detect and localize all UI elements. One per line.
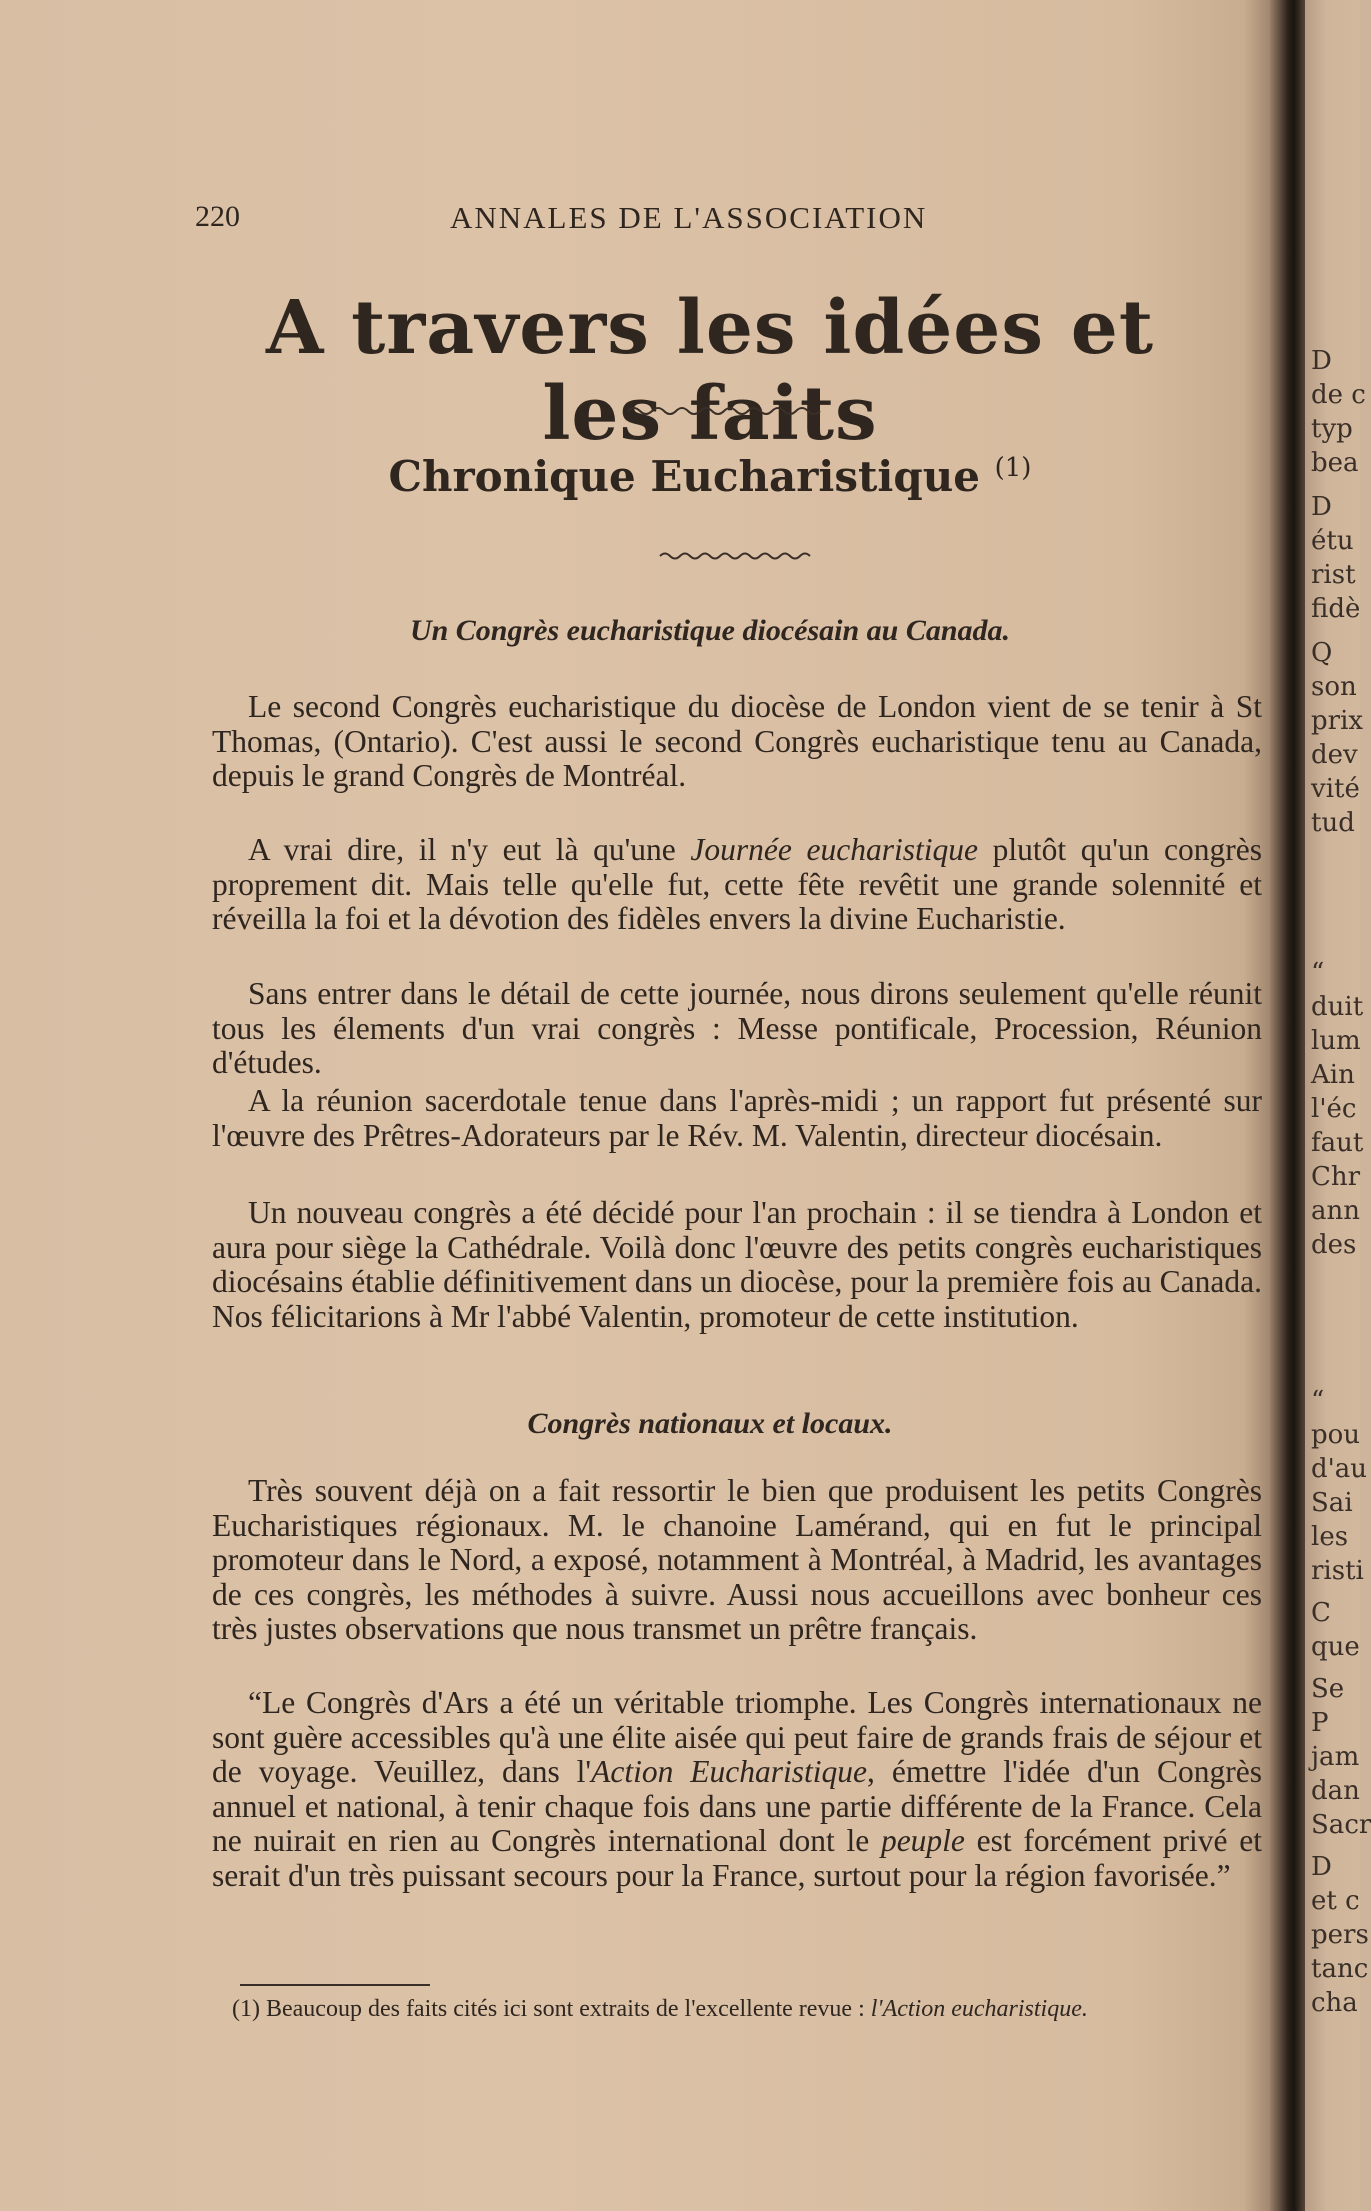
edge-fragment: que: [1311, 1632, 1360, 1662]
edge-fragment: D: [1311, 492, 1332, 522]
edge-fragment: P: [1311, 1708, 1329, 1738]
paragraph-1-4: A la réunion sacerdotale tenue dans l'après-midi ; un rapport fut présenté sur l'œuvre des Prêtres-Adorateurs par le Rév. M. Valentin, directeur diocésain.: [212, 1083, 1262, 1153]
edge-fragment: Ain: [1311, 1060, 1355, 1090]
main-title: A travers les idées et les faits: [265, 285, 1155, 457]
edge-fragment: et c: [1311, 1886, 1360, 1916]
edge-fragment: typ: [1311, 414, 1353, 444]
edge-fragment: tud: [1311, 808, 1355, 838]
edge-fragment: D: [1311, 1852, 1332, 1882]
edge-fragment: les: [1311, 1522, 1349, 1552]
edge-fragment: de c: [1311, 380, 1366, 410]
edge-fragment: pers: [1311, 1920, 1369, 1950]
footnote-italic: l'Action eucharistique.: [870, 1996, 1088, 2022]
book-gutter: [1270, 0, 1310, 2211]
edge-fragment: prix: [1311, 706, 1364, 736]
edge-fragment: dan: [1311, 1776, 1360, 1806]
edge-fragment: l'éc: [1311, 1094, 1357, 1124]
edge-fragment: d'au: [1311, 1454, 1368, 1484]
page-number: 220: [195, 200, 240, 233]
edge-fragment: cha: [1311, 1988, 1358, 2018]
section-heading-2: Congrès nationaux et locaux.: [527, 1407, 893, 1440]
edge-fragment: C: [1311, 1598, 1331, 1628]
paragraph-2-2: “Le Congrès d'Ars a été un véritable triomphe. Les Congrès internationaux ne sont guère accessibles qu'à une élite aisée qui peut faire de grands frais de séjour et de voyage. Veuillez, dans l'Action Eucharistique, émettre l'idée d'un Congrès annuel et national, à tenir chaque fois dans une partie différente de la France. Cela ne nuirait en rien au Congrès international dont le peuple est forcément privé et serait d'un très puissant secours pour la France, surtout pour la région favorisée.”: [212, 1685, 1263, 1893]
edge-fragment: Q: [1311, 638, 1333, 668]
ornament-squiggle-bottom: [660, 550, 810, 562]
edge-fragment: Sacr: [1311, 1810, 1371, 1840]
paragraph-1-1: Le second Congrès eucharistique du diocèse de London vient de se tenir à St Thomas, (Ontario). C'est aussi le second Congrès eucharistique tenu au Canada, depuis le grand Congrès de Montréal.: [212, 689, 1262, 793]
italic-peuple: peuple: [880, 1823, 965, 1858]
running-head: [195, 200, 1235, 240]
italic-journee: Journée eucharistique: [690, 832, 978, 867]
edge-fragment: duit: [1311, 992, 1364, 1022]
edge-fragment: “: [1311, 1386, 1325, 1416]
adjacent-page-edge: [1305, 0, 1371, 2211]
edge-fragment: Chr: [1311, 1162, 1361, 1192]
edge-fragment: rist: [1311, 560, 1356, 590]
edge-fragment: des: [1311, 1230, 1357, 1260]
edge-fragment: dev: [1311, 740, 1358, 770]
edge-fragment: D: [1311, 346, 1332, 376]
edge-fragment: bea: [1311, 448, 1359, 478]
edge-fragment: risti: [1311, 1556, 1364, 1586]
footnote-rule: [240, 1984, 430, 1986]
italic-action-eucharistique: Action Eucharistique: [591, 1754, 868, 1789]
edge-fragment: vité: [1311, 774, 1360, 804]
paragraph-1-3: Sans entrer dans le détail de cette journée, nous dirons seulement qu'elle réunit tous les élements d'un vrai congrès : Messe pontificale, Procession, Réunion d'études.: [212, 976, 1262, 1080]
edge-fragment: “: [1311, 958, 1325, 988]
footnote: (1) Beaucoup des faits cités ici sont extraits de l'excellente revue : l'Action eucharistique.: [232, 1996, 1088, 2022]
edge-fragment: ann: [1311, 1196, 1360, 1226]
edge-fragment: pou: [1311, 1420, 1361, 1450]
paragraph-1-2: A vrai dire, il n'y eut là qu'une Journée eucharistique plutôt qu'un congrès proprement dit. Mais telle qu'elle fut, cette fête revêtit une grande solennité et réveilla la foi et la dévotion des fidèles envers la divine Eucharistie.: [212, 832, 1262, 936]
edge-fragment: Se: [1311, 1674, 1345, 1704]
edge-fragment: étu: [1311, 526, 1354, 556]
edge-fragment: faut: [1311, 1128, 1364, 1158]
subtitle: [320, 452, 1100, 501]
paragraph-2-1: Très souvent déjà on a fait ressortir le bien que produisent les petits Congrès Eucharistiques régionaux. M. le chanoine Lamérand, qui en fut le principal promoteur dans le Nord, a exposé, notamment à Montréal, à Madrid, les avantages de ces congrès, les méthodes à suivre. Aussi nous accueillons avec bonheur ces très justes observations que nous transmet un prêtre français.: [212, 1473, 1262, 1646]
section-heading-1: Un Congrès eucharistique diocésain au Canada.: [409, 614, 1011, 647]
paragraph-1-5: Un nouveau congrès a été décidé pour l'an prochain : il se tiendra à London et aura pour siège la Cathédrale. Voilà donc l'œuvre des petits congrès eucharistiques diocésains établie définitivement dans un diocèse, pour la première fois au Canada. Nos félicitarions à Mr l'abbé Valentin, promoteur de cette institution.: [212, 1195, 1262, 1334]
edge-fragment: jam: [1311, 1742, 1360, 1772]
edge-fragment: Sai: [1311, 1488, 1353, 1518]
running-title: ANNALES DE L'ASSOCIATION: [450, 200, 928, 235]
edge-fragment: son: [1311, 672, 1357, 702]
edge-fragment: tanc: [1311, 1954, 1369, 1984]
ornament-squiggle-top: [628, 404, 828, 418]
edge-fragment: fidè: [1311, 594, 1361, 624]
subtitle-text: Chronique Eucharistique: [388, 452, 980, 501]
subtitle-note-ref: (1): [994, 453, 1032, 483]
edge-fragment: lum: [1311, 1026, 1361, 1056]
